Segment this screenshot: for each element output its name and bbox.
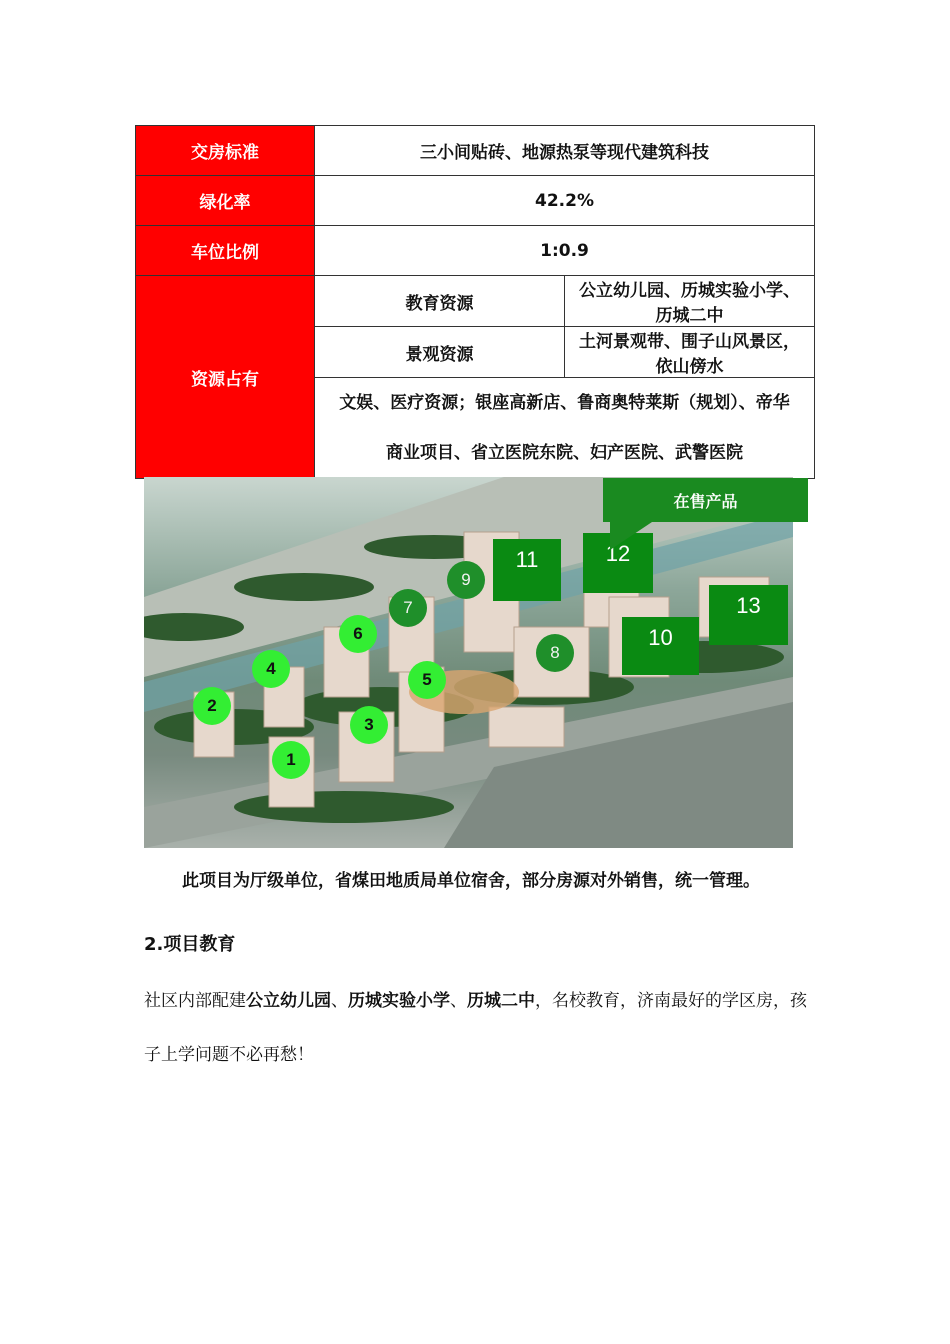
building-marker-9: 9: [447, 561, 485, 599]
para-prefix: 社区内部配建: [144, 991, 246, 1011]
merged-line-2: 商业项目、省立医院东院、妇产医院、武警医院: [386, 443, 743, 463]
building-marker-1: 1: [272, 741, 310, 779]
para-sep-1: 、: [331, 991, 348, 1011]
row-value-parking: 1:0.9: [315, 226, 815, 276]
row-label-delivery: 交房标准: [136, 126, 315, 176]
merged-line-1: 文娱、医疗资源；银座高新店、鲁商奥特莱斯（规划）、帝华: [339, 393, 790, 413]
building-marker-8: 8: [536, 634, 574, 672]
project-rendering-image: [144, 477, 793, 848]
building-marker-5: 5: [408, 661, 446, 699]
sub-label-education: 教育资源: [315, 276, 565, 327]
building-square-11: 11: [493, 539, 561, 601]
project-caption: 此项目为厅级单位，省煤田地质局单位宿舍，部分房源对外销售，统一管理。: [182, 871, 760, 891]
row-label-parking: 车位比例: [136, 226, 315, 276]
building-marker-4: 4: [252, 650, 290, 688]
para-primary-school: 历城实验小学: [348, 991, 450, 1011]
on-sale-callout: 在售产品: [603, 478, 808, 522]
para-kindergarten: 公立幼儿园: [246, 991, 331, 1011]
building-marker-7: 7: [389, 589, 427, 627]
section-heading-education: 2.项目教育: [144, 934, 236, 955]
project-info-table: [135, 125, 815, 479]
para-sep-2: 、: [450, 991, 467, 1011]
callout-pointer: [610, 522, 652, 550]
building-marker-6: 6: [339, 615, 377, 653]
building-square-12: 12: [583, 533, 653, 593]
sub-value-landscape: 土河景观带、围子山风景区，依山傍水: [565, 327, 815, 378]
sub-value-entertainment-medical: [315, 378, 815, 479]
building-square-13: 13: [709, 585, 788, 645]
para-middle-school: 历城二中: [467, 991, 535, 1011]
row-label-green-rate: 绿化率: [136, 176, 315, 226]
row-value-delivery: 三小间贴砖、地源热泵等现代建筑科技: [315, 126, 815, 176]
row-value-green-rate: 42.2%: [315, 176, 815, 226]
education-paragraph: [144, 974, 814, 1082]
para-rest: ，名校教育，济南最好的学区房，孩子上学问题不必再愁！: [144, 991, 807, 1065]
row-label-resources: 资源占有: [136, 276, 315, 479]
building-marker-2: 2: [193, 687, 231, 725]
building-square-10: 10: [622, 617, 699, 675]
sub-value-education: 公立幼儿园、历城实验小学、历城二中: [565, 276, 815, 327]
building-marker-3: 3: [350, 706, 388, 744]
sub-label-landscape: 景观资源: [315, 327, 565, 378]
